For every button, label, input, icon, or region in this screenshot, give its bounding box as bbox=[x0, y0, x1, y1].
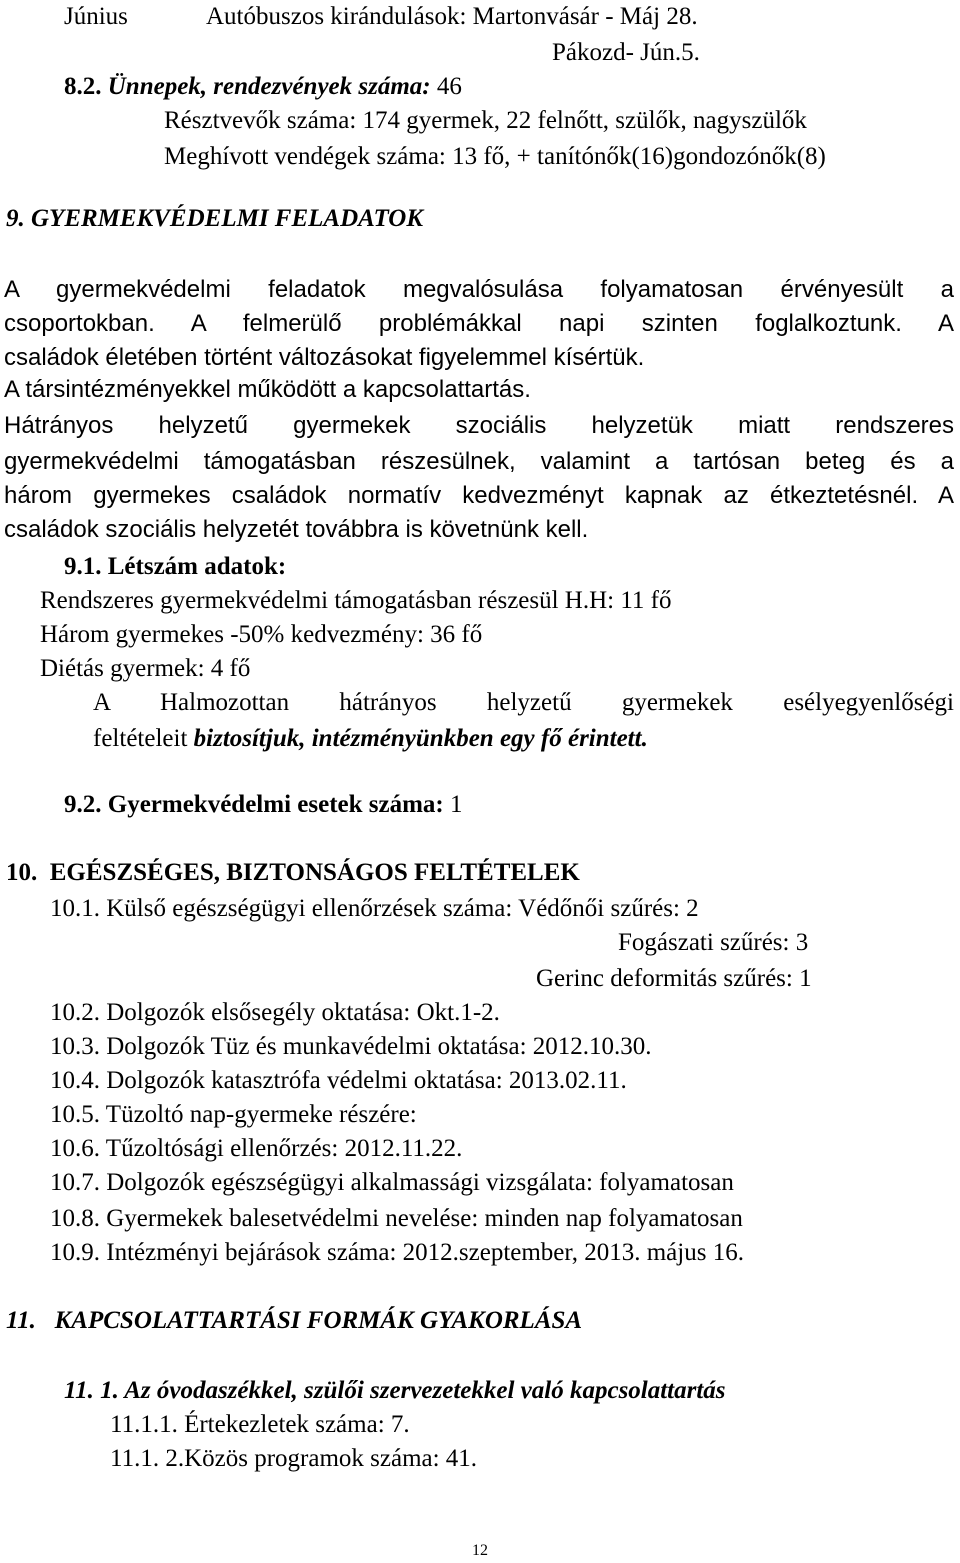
section-number: 8.2. bbox=[64, 73, 102, 100]
section-9-1-line-3: Diétás gyermek: 4 fő bbox=[40, 655, 251, 682]
section-10-7-line: 10.7. Dolgozók egészségügyi alkalmassági vizsgálata: folyamatosan bbox=[50, 1169, 734, 1196]
events-count-value: 46 bbox=[430, 73, 462, 100]
section-9-paragraph-line-5: Hátrányos helyzetű gyermekek szociális helyzetük miatt rendszeres bbox=[4, 412, 954, 439]
section-9-1-line-2: Három gyermekes -50% kedvezmény: 36 fő bbox=[40, 621, 483, 648]
section-9-1-line-5 bbox=[93, 726, 648, 751]
section-9-2-value: 1 bbox=[443, 791, 463, 818]
section-10-4-line: 10.4. Dolgozók katasztrófa védelmi oktatása: 2013.02.11. bbox=[50, 1067, 627, 1094]
guests-line: Meghívott vendégek száma: 13 fő, + tanítónők(16)gondozónők(8) bbox=[164, 143, 826, 170]
events-count-line bbox=[64, 74, 462, 99]
bus-trips-line: Autóbuszos kirándulások: Martonvásár - Máj 28. bbox=[206, 3, 698, 30]
section-9-paragraph-line-6: gyermekvédelmi támogatásban részesülnek, valamint a tartósan beteg és a bbox=[4, 448, 954, 475]
section-10-1-spine: Gerinc deformitás szűrés: 1 bbox=[536, 965, 812, 992]
participants-line: Résztvevők száma: 174 gyermek, 22 felnőtt, szülők, nagyszülők bbox=[164, 107, 807, 134]
section-11-1-title: 11. 1. Az óvodaszékkel, szülői szervezetekkel való kapcsolattartás bbox=[64, 1377, 726, 1404]
section-9-1-line-5-emphasis: biztosítjuk, intézményünkben egy fő érintett. bbox=[193, 725, 648, 752]
page-number: 12 bbox=[472, 1542, 488, 1559]
section-10-6-line: 10.6. Tűzoltósági ellenőrzés: 2012.11.22. bbox=[50, 1135, 463, 1162]
section-9-1-title: 9.1. Létszám adatok: bbox=[64, 553, 287, 580]
section-9-title: 9. GYERMEKVÉDELMI FELADATOK bbox=[6, 205, 424, 232]
section-9-1-line-4: A Halmozottan hátrányos helyzetű gyermekek esélyegyenlőségi bbox=[93, 689, 954, 716]
section-10-5-line: 10.5. Tüzoltó nap-gyermeke részére: bbox=[50, 1101, 417, 1128]
section-9-2-line bbox=[64, 792, 463, 817]
section-9-paragraph-line-7: három gyermekes családok normatív kedvezményt kapnak az étkeztetésnél. A bbox=[4, 482, 954, 509]
section-9-paragraph-line-2: csoportokban. A felmerülő problémákkal napi szinten foglalkoztunk. A bbox=[4, 310, 954, 337]
section-10-title: 10. EGÉSZSÉGES, BIZTONSÁGOS FELTÉTELEK bbox=[6, 859, 580, 886]
section-10-1-line: 10.1. Külső egészségügyi ellenőrzések száma: Védőnői szűrés: 2 bbox=[50, 895, 699, 922]
section-10-1-dental: Fogászati szűrés: 3 bbox=[618, 929, 809, 956]
section-9-paragraph-line-3: családok életében történt változásokat figyelemmel kísértük. bbox=[4, 344, 645, 371]
section-9-paragraph-line-8: családok szociális helyzetét továbbra is követnünk kell. bbox=[4, 516, 589, 543]
june-label: Június bbox=[64, 3, 128, 30]
section-11-title: 11. KAPCSOLATTARTÁSI FORMÁK GYAKORLÁSA bbox=[6, 1307, 583, 1334]
bus-trips-line-2: Pákozd- Jún.5. bbox=[552, 39, 700, 66]
section-10-2-line: 10.2. Dolgozók elsősegély oktatása: Okt.1-2. bbox=[50, 999, 500, 1026]
section-9-paragraph-line-4: A társintézményekkel működött a kapcsolattartás. bbox=[4, 376, 531, 403]
section-9-1-line-1: Rendszeres gyermekvédelmi támogatásban részesül H.H: 11 fő bbox=[40, 587, 672, 614]
section-9-2-label: 9.2. Gyermekvédelmi esetek száma: bbox=[64, 791, 444, 818]
section-10-3-line: 10.3. Dolgozók Tüz és munkavédelmi oktatása: 2012.10.30. bbox=[50, 1033, 652, 1060]
section-10-8-line: 10.8. Gyermekek balesetvédelmi nevelése: minden nap folyamatosan bbox=[50, 1205, 743, 1232]
events-count-label: Ünnepek, rendezvények száma: bbox=[107, 73, 431, 100]
section-11-1-2-line: 11.1. 2.Közös programok száma: 41. bbox=[110, 1445, 478, 1472]
section-9-1-line-5-text: feltételeit bbox=[93, 725, 194, 752]
section-11-1-1-line: 11.1.1. Értekezletek száma: 7. bbox=[110, 1411, 410, 1438]
section-9-paragraph-line-1: A gyermekvédelmi feladatok megvalósulása folyamatosan érvényesült a bbox=[4, 276, 954, 303]
section-10-9-line: 10.9. Intézményi bejárások száma: 2012.szeptember, 2013. május 16. bbox=[50, 1239, 744, 1266]
